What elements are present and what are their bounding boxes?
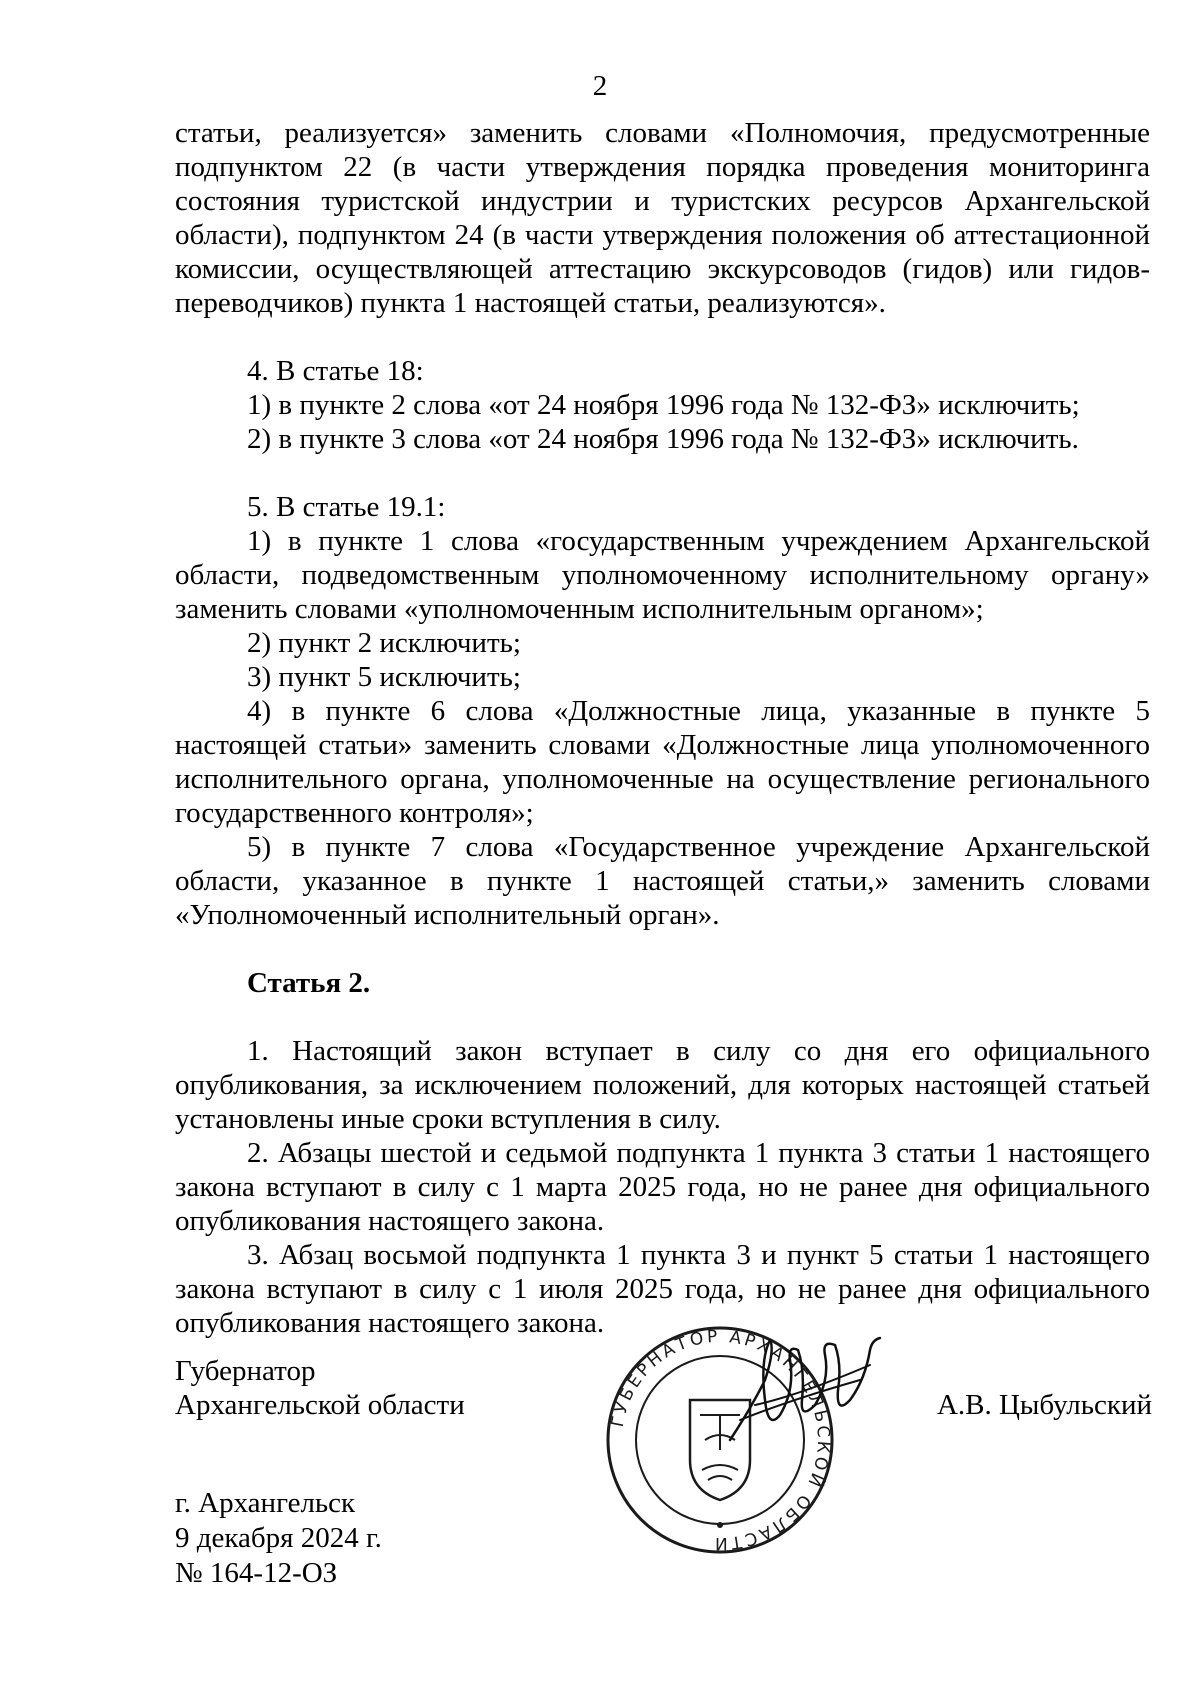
law-number: № 164-12-ОЗ <box>175 1557 338 1589</box>
article-2-item-3: 3. Абзац восьмой подпункта 1 пункта 3 и пункт 5 статьи 1 настоящего закона вступают в силу с 1 июля 2025 года, но не ранее дня официального опубликования настоящего закона. <box>175 1239 1150 1339</box>
document-body <box>175 116 1150 1340</box>
paragraph-18-item-1: 1) в пункте 2 слова «от 24 ноября 1996 года № 132-ФЗ» исключить; <box>247 389 1080 421</box>
signatory-title <box>175 1354 465 1422</box>
paragraph-19-1-item-2: 2) пункт 2 исключить; <box>247 627 521 659</box>
handwritten-signature <box>720 1320 890 1470</box>
article-2-item-1: 1. Настоящий закон вступает в силу со дня его официального опубликования, за исключением положений, для которых настоящей статьей установлены иные сроки вступления в силу. <box>175 1035 1150 1135</box>
signing-city: г. Архангельск <box>175 1487 356 1519</box>
paragraph-19-1-item-3: 3) пункт 5 исключить; <box>247 661 521 693</box>
paragraph-article-18: 4. В статье 18: <box>247 355 424 387</box>
signatory-name: А.В. Цыбульский <box>936 1389 1152 1421</box>
paragraph-19-1-item-5: 5) в пункте 7 слова «Государственное учреждение Архангельской области, указанное в пункте 1 настоящей статьи,» заменить словами «Уполномоченный исполнительный орган». <box>175 831 1150 931</box>
article-2-heading: Статья 2. <box>247 967 371 999</box>
page-number: 2 <box>592 70 608 102</box>
article-2-item-2: 2. Абзацы шестой и седьмой подпункта 1 пункта 3 статьи 1 настоящего закона вступают в силу с 1 марта 2025 года, но не ранее дня официального опубликования настоящего закона. <box>175 1137 1150 1237</box>
paragraph-18-item-2: 2) в пункте 3 слова «от 24 ноября 1996 года № 132-ФЗ» исключить. <box>247 423 1079 455</box>
paragraph-continuation: статьи, реализуется» заменить словами «Полномочия, предусмотренные подпунктом 22 (в части утверждения порядка проведения мониторинга состояния туристской индустрии и туристских ресурсов Архангельской области), подпунктом 24 (в части утверждения положения об аттестационной комиссии, осуществляющей аттестацию экскурсоводов (гидов) или гидов-переводчиков) пункта 1 настоящей статьи, реализуются». <box>175 117 1150 319</box>
signing-details <box>175 1486 382 1591</box>
paragraph-article-19-1: 5. В статье 19.1: <box>247 491 446 523</box>
paragraph-19-1-item-1: 1) в пункте 1 слова «государственным учреждением Архангельской области, подведомственным уполномоченному исполнительному органу» заменить словами «уполномоченным исполнительным органом»; <box>175 525 1150 625</box>
signatory-title-line-2: Архангельской области <box>175 1389 465 1421</box>
seal-text: ГУБЕРНАТОР АРХАНГЕЛЬСКОЙ ОБЛАСТИ <box>607 1326 834 1554</box>
signing-date: 9 декабря 2024 г. <box>175 1522 382 1554</box>
signatory-title-line-1: Губернатор <box>175 1355 316 1387</box>
paragraph-19-1-item-4: 4) в пункте 6 слова «Должностные лица, указанные в пункте 5 настоящей статьи» заменить словами «Должностные лица уполномоченного исполнительного органа, уполномоченные на осуществление регионального государственного контроля»; <box>175 695 1150 829</box>
